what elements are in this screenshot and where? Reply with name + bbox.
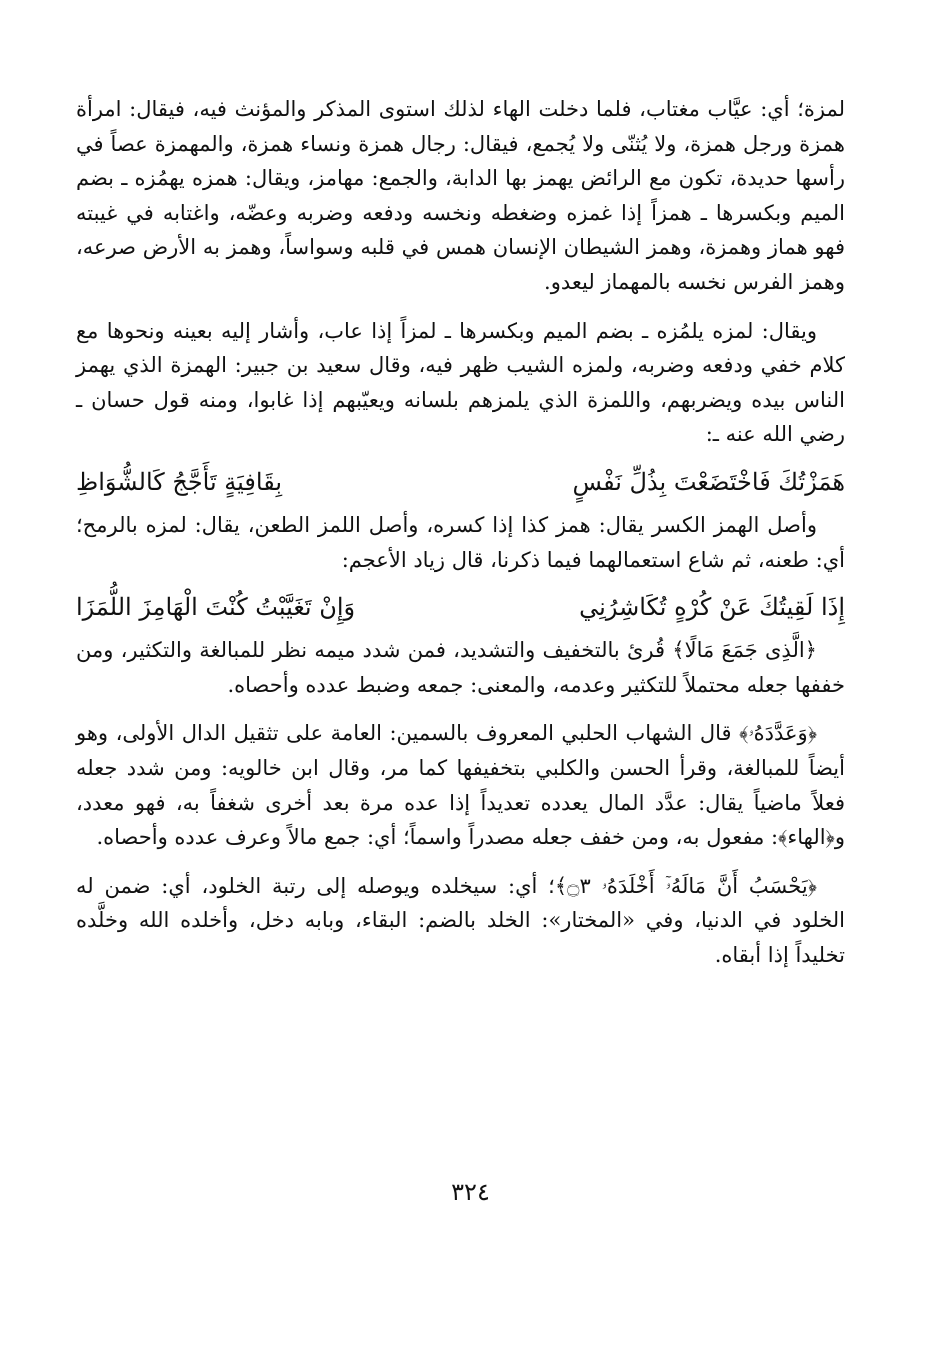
page-number: ٣٢٤	[451, 1178, 490, 1206]
paragraph-yahsabu: ﴿يَحْسَبُ أَنَّ مَالَهُۥٓ أَخْلَدَهُۥ ۝٣﴾؛ أي: سيخلده ويوصله إلى رتبة الخلود، أي: ضمن له الخلود في الدنيا، وفي «المختار»: الخلد بالضم: البقاء، وبابه دخل، وأخلده الله وخلَّده تخليداً إذا أبقاه.	[76, 873, 845, 967]
verse-hassan-first-hemistich: هَمَزْتُكَ فَاخْتَضَعْتَ بِذُلِّ نَفْسٍ	[572, 467, 845, 496]
paragraph-jamaa-malan: ﴿الَّذِى جَمَعَ مَالًا﴾ قُرئ بالتخفيف والتشديد، فمن شدد ميمه نظر للمبالغة والتكثير، ومن خففها جعله محتملاً للتكثير وعدمه، والمعنى: جمعه وضبط عدده وأحصاه.	[76, 638, 845, 697]
verse-hassan	[76, 462, 845, 502]
verse-ziyad-second-hemistich: وَإِنْ تَغَيَّبْتُ كُنْتَ الْهَامِزَ اللُّمَزَا	[76, 593, 356, 622]
paragraph-addadahu: ﴿وَعَدَّدَهُۥ﴾ قال الشهاب الحلبي المعروف بالسمين: العامة على تثقيل الدال الأولى، وهو أيضاً للمبالغة، وقرأ الحسن والكلبي بتخفيفها كما مر، وقال ابن خالويه: ومن شدد جعله فعلاً ماضياً يقال: عدَّد المال يعدده تعديداً إذا عده مرة بعد أخرى شغفاً به، فهو معدد، و﴿الهاء﴾: مفعول به، ومن خفف جعله مصدراً واسماً؛ أي: جمع مالاً وعرف عدده وأحصاه.	[76, 721, 845, 850]
verse-ziyad	[76, 587, 845, 627]
verse-ziyad-first-hemistich: إِذَا لَقِيتُكَ عَنْ كُرْهٍ تُكَاشِرُنِي	[579, 593, 845, 622]
paragraph-hamz-definition: لمزة؛ أي: عيَّاب مغتاب، فلما دخلت الهاء لذلك استوى المذكر والمؤنث فيه، فيقال: امرأة همزة ورجل همزة، ولا يُثنّى ولا يُجمع، فيقال: رجال همزة ونساء همزة، والمهمزة عصاً في رأسها حديدة، تكون مع الرائض يهمز بها الدابة، والجمع: مهامز، ويقال: همزه يهمُزه ـ بضم الميم وبكسرها ـ همزاً إذا غمزه وضغطه ونخسه ودفعه وضربه وعضّه، واغتابه في غيبته فهو هماز وهمزة، وهمز الشيطان الإنسان همس في قلبه وسواساً، وهمز به الأرض صرعه، وهمز الفرس نخسه بالمهماز ليعدو.	[76, 97, 845, 294]
page-body	[76, 92, 845, 1323]
paragraph-lamz-definition: ويقال: لمزه يلمُزه ـ بضم الميم وبكسرها ـ لمزاً إذا عاب، وأشار إليه بعينه ونحوها مع كلام خفي ودفعه وضربه، ولمزه الشيب ظهر فيه، وقال سعيد بن جبير: الهمزة الذي يهمز الناس بيده ويضربهم، واللمزة الذي يلمزهم بلسانه ويعيّبهم إذا غابوا، ومنه قول حسان ـ رضي الله عنه ـ:	[76, 318, 845, 447]
verse-hassan-second-hemistich: بِقَافِيَةٍ تَأَجَّجُ كَالشُّوَاظِ	[76, 467, 283, 496]
paragraph-hamz-origin: وأصل الهمز الكسر يقال: همز كذا إذا كسره، وأصل اللمز الطعن، يقال: لمزه بالرمح؛ أي: طعنه، ثم شاع استعمالهما فيما ذكرنا، قال زياد الأعجم:	[76, 512, 845, 572]
